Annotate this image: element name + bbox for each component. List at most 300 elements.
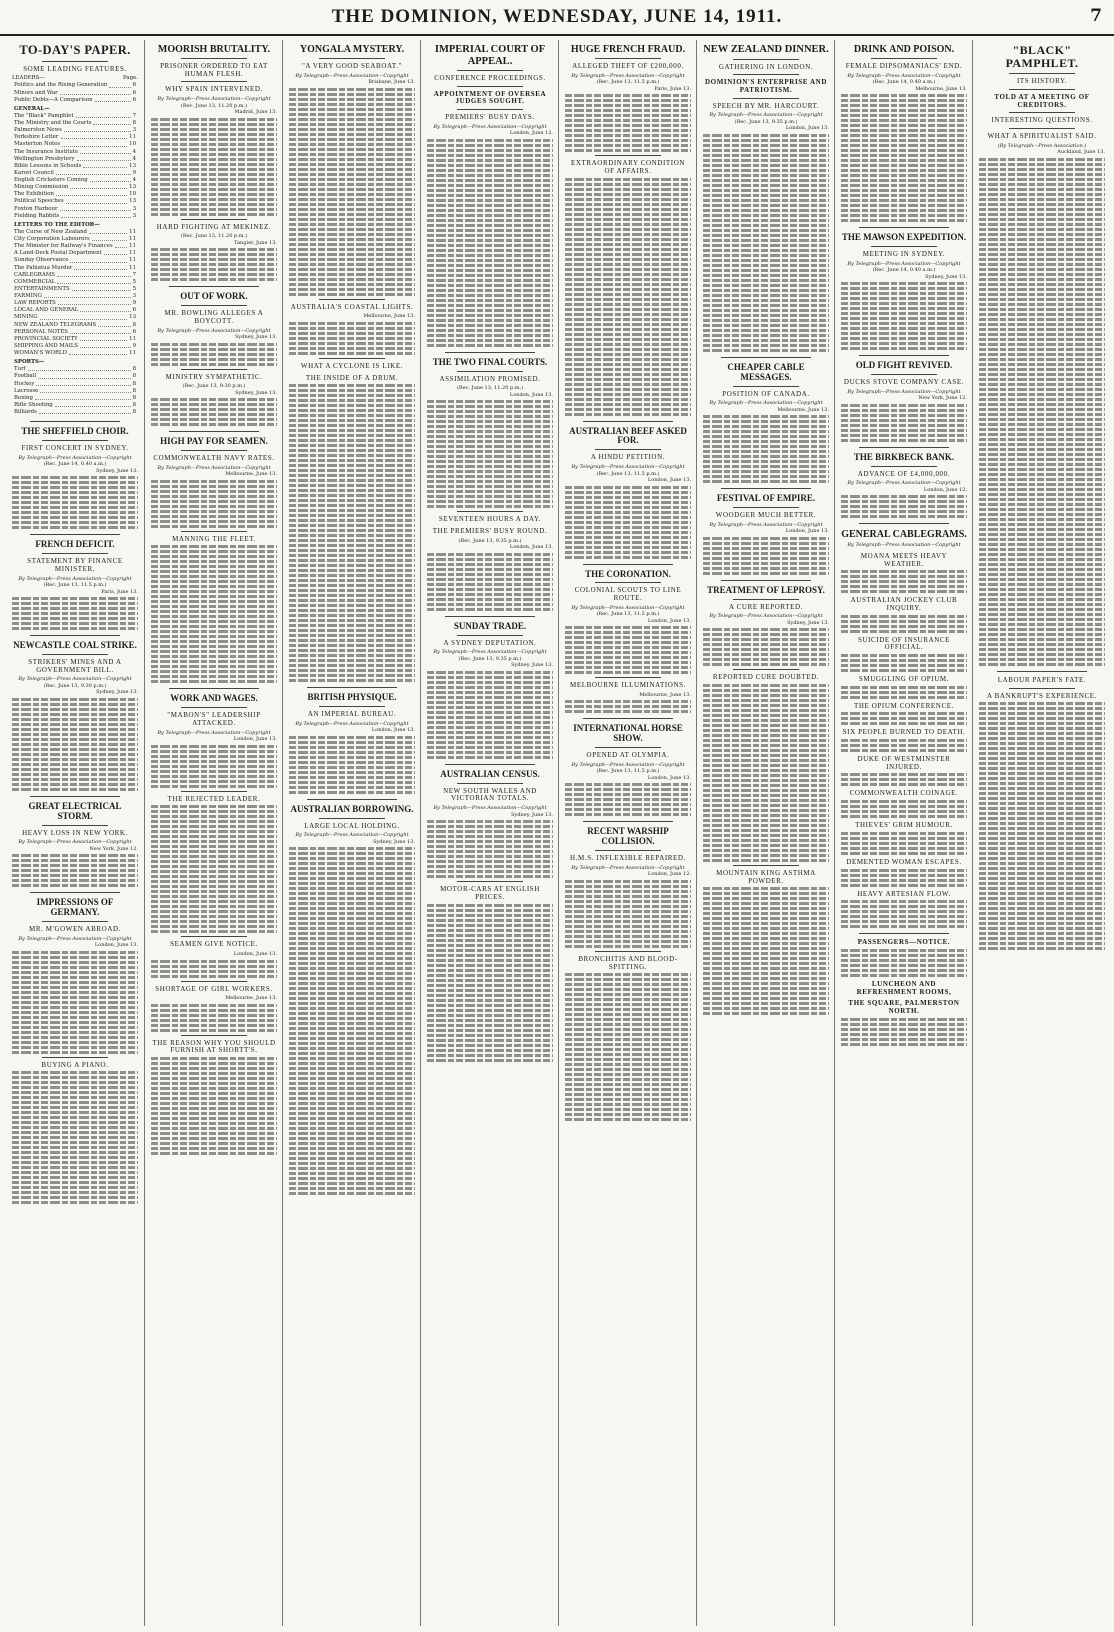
subheadline: ASSIMILATION PROMISED.: [439, 374, 541, 383]
toc-item[interactable]: Boxing 8: [14, 394, 136, 401]
article-text: [289, 736, 415, 794]
dateline: New York, June 12.: [89, 845, 138, 852]
byline: By Telegraph—Press Association—Copyright: [18, 676, 132, 683]
byline: By Telegraph—Press Association—Copyright: [157, 464, 271, 471]
column-6: [696, 40, 835, 1626]
subheadline: SMUGGLING OF OPIUM.: [858, 675, 950, 684]
headline: SUNDAY TRADE.: [453, 620, 527, 631]
dateline: London, June 13.: [647, 617, 691, 624]
article-text: [427, 139, 553, 347]
subheadline: INTERESTING QUESTIONS.: [991, 116, 1093, 125]
article-text: [841, 712, 967, 725]
dateline: Sydney, June 13.: [373, 838, 415, 845]
toc-page-label: Page.: [123, 75, 138, 82]
advert-text: [841, 949, 967, 977]
subheadline: ALLEGED THEFT OF £200,000.: [572, 62, 684, 70]
subheadline: LABOUR PAPER'S FATE.: [997, 675, 1087, 684]
subheadline: DOMINION'S ENTERPRISE AND PATRIOTISM.: [705, 78, 827, 94]
dateline: London, June 13.: [647, 774, 691, 781]
article-text: [841, 739, 967, 752]
dateline: Melbourne, June 13.: [225, 995, 277, 1002]
article-text: [841, 654, 967, 672]
subheadline: HEAVY ARTESIAN FLOW.: [857, 889, 951, 898]
article-text: [841, 495, 967, 518]
article-text: [703, 537, 829, 575]
subheadline: WHY SPAIN INTERVENED.: [165, 85, 263, 94]
article-text: [12, 476, 138, 529]
byline: By Telegraph—Press Association—Copyright: [433, 649, 547, 656]
subheadline: ADVANCE OF £4,000,000.: [857, 469, 951, 478]
article-text: [151, 1004, 277, 1032]
subheadline: WOODGER MUCH BETTER.: [715, 511, 817, 520]
article-text: [841, 773, 967, 786]
dateline: London, June 12.: [923, 486, 967, 493]
article-text: [841, 570, 967, 593]
article-text: [565, 626, 691, 674]
subheadline: MEETING IN SYDNEY.: [862, 250, 946, 259]
dateline: London, June 13.: [509, 544, 553, 551]
subheadline: MR. BOWLING ALLEGES A BOYCOTT.: [164, 309, 264, 325]
columns: [6, 40, 1110, 1626]
subheadline: GATHERING IN LONDON.: [718, 62, 814, 71]
headline: YONGALA MYSTERY.: [299, 44, 405, 55]
dateline: Sydney, June 13.: [96, 689, 138, 696]
subheadline: COMMONWEALTH COINAGE.: [849, 789, 959, 798]
dateline: Melbourne, June 13.: [777, 406, 829, 413]
toc-item[interactable]: The Curse of New Zealand 11: [14, 228, 136, 235]
article-text: [151, 398, 277, 426]
subheadline: COLONIAL SCOUTS TO LINE ROUTE.: [574, 586, 682, 603]
received-line: (Rec. June 13, 11.5 p.m.): [43, 582, 107, 589]
subheadline: MINISTRY SYMPATHETIC.: [165, 372, 263, 381]
dateline: London, June 13.: [785, 528, 829, 535]
toc-item[interactable]: Politics and the Rising Generation 6: [14, 82, 136, 89]
article-text: [151, 248, 277, 281]
toc-item[interactable]: Yorkshire Letter 11: [14, 134, 136, 141]
byline: By Telegraph—Press Association—Copyright: [571, 604, 685, 611]
headline: GENERAL CABLEGRAMS.: [841, 529, 967, 541]
headline: IMPERIAL COURT OF APPEAL.: [434, 44, 546, 67]
advert-heading: BRONCHITIS AND BLOOD-SPITTING.: [578, 954, 678, 971]
article-text: [841, 94, 967, 222]
byline: By Telegraph—Press Association—Copyright: [18, 454, 132, 461]
toc-item[interactable]: Foxton Harbour 3: [14, 205, 136, 212]
advert-text: [841, 1018, 967, 1046]
article-text: [12, 854, 138, 887]
dateline: Madrid, June 13.: [234, 109, 277, 116]
toc-item[interactable]: The Ministry and the Courts 8: [14, 120, 136, 127]
dateline: Paris, June 13.: [101, 588, 138, 595]
advert-heading: MOUNTAIN KING ASTHMA POWDER.: [716, 869, 816, 885]
article-text: [841, 800, 967, 818]
dateline: Tangier, June 13.: [234, 239, 277, 246]
article-text: [12, 951, 138, 1054]
column-7: [834, 40, 973, 1626]
toc-item[interactable]: The Minister for Railway's Finances 11: [14, 243, 136, 250]
dateline: Sydney, June 13.: [925, 273, 967, 280]
headline: OUT OF WORK.: [180, 291, 248, 302]
article-text: [151, 118, 277, 216]
subheadline: ITS HISTORY.: [1016, 77, 1068, 86]
byline: By Telegraph—Press Association—Copyright: [571, 72, 685, 79]
toc-item[interactable]: Sunday Observance 11: [14, 257, 136, 264]
headline: THE BIRKBECK BANK.: [853, 451, 955, 462]
toc-sports-label: SPORTS—: [14, 359, 45, 366]
subheadline: DUKE OF WESTMINSTER INJURED.: [857, 755, 951, 771]
subheadline: THE PREMIERS' BUSY ROUND.: [432, 527, 548, 536]
toc-item[interactable]: PROVINCIAL SOCIETY 11: [14, 335, 136, 342]
byline: By Telegraph—Press Association—Copyright: [847, 542, 961, 549]
dateline: Melbourne, June 13.: [225, 471, 277, 478]
column-1: [6, 40, 144, 1626]
headline: GREAT ELECTRICAL STORM.: [28, 800, 122, 821]
toc-item[interactable]: Public Debts—A Comparison 6: [14, 96, 136, 103]
article-text: [427, 400, 553, 508]
toc-item[interactable]: Fielding Rabbits 3: [14, 212, 136, 219]
toc-item[interactable]: Football 8: [14, 373, 136, 380]
article-text: [565, 880, 691, 948]
dateline: London, June 13.: [647, 477, 691, 484]
article-text: [289, 88, 415, 296]
column-3: [282, 40, 421, 1626]
toc-item[interactable]: CABLEGRAMS 7: [14, 271, 136, 278]
dateline: London, June 13.: [509, 391, 553, 398]
headline: TREATMENT OF LEPROSY.: [707, 584, 825, 595]
subheadline: STATEMENT BY FINANCE MINISTER.: [27, 557, 123, 573]
toc-item[interactable]: Palmerston News 3: [14, 127, 136, 134]
dateline: Paris, June 13.: [654, 85, 691, 92]
byline: By Telegraph—Press Association—Copyright: [157, 729, 271, 736]
headline: HUGE FRENCH FRAUD.: [570, 44, 686, 55]
article-text: [427, 553, 553, 611]
toc-item[interactable]: The Pahiatua Murder 11: [14, 264, 136, 271]
subheadline: THIEVES' GRIM HUMOUR.: [855, 821, 953, 830]
toc-item[interactable]: COMMERCIAL 5: [14, 278, 136, 285]
received-line: (Rec. June 14, 0.40 a.m.): [872, 79, 936, 86]
toc-item[interactable]: The Insurance Institute 4: [14, 148, 136, 155]
dateline: London, June 13.: [233, 736, 277, 743]
toc-item[interactable]: Karori Council 9: [14, 169, 136, 176]
byline: By Telegraph—Press Association—Copyright: [571, 464, 685, 471]
article-text: [151, 545, 277, 683]
article-text: [151, 745, 277, 788]
article-text: [841, 900, 967, 928]
toc-item[interactable]: Political Speeches 13: [14, 198, 136, 205]
byline: By Telegraph—Press Association—Copyright: [433, 123, 547, 130]
subheadline: "A VERY GOOD SEABOAT.": [301, 62, 403, 70]
subheadline: SUICIDE OF INSURANCE OFFICIAL.: [857, 635, 951, 652]
toc-item[interactable]: The "Black" Pamphlet 7: [14, 112, 136, 119]
byline: By Telegraph—Press Association—Copyright: [295, 832, 409, 839]
advert-heading: PASSENGERS—NOTICE.: [857, 938, 951, 947]
article-text: [841, 615, 967, 633]
subheadline: SPEECH BY MR. HARCOURT.: [712, 101, 820, 110]
masthead-title: THE DOMINION, WEDNESDAY, JUNE 14, 1911.: [331, 6, 783, 27]
toc-list: [12, 82, 138, 416]
dateline: London, June 13.: [233, 951, 277, 958]
dateline: London, June 13.: [785, 125, 829, 132]
headline: OLD FIGHT REVIVED.: [855, 360, 953, 371]
headline: INTERNATIONAL HORSE SHOW.: [573, 723, 683, 744]
article-text: [289, 847, 415, 1195]
byline: By Telegraph—Press Association—Copyright: [847, 72, 961, 79]
dateline: Sydney, June 13.: [511, 662, 553, 669]
headline: DRINK AND POISON.: [853, 44, 955, 55]
subheadline: APPOINTMENT OF OVERSEA JUDGES SOUGHT.: [433, 89, 547, 106]
subheadline: MR. M'GOWEN ABROAD.: [29, 925, 121, 934]
received-line: (Rec. June 13, 9.30 p.m.): [43, 682, 107, 689]
subheadline: CONFERENCE PROCEEDINGS.: [434, 74, 546, 83]
subheadline: A CURE REPORTED.: [729, 602, 803, 611]
toc-item[interactable]: Hockey 8: [14, 380, 136, 387]
article-text: [565, 486, 691, 559]
toc-leaders-label: LEADERS—: [12, 75, 45, 82]
article-text: [12, 597, 138, 630]
subheadline: PREMIERS' BUSY DAYS.: [445, 113, 535, 122]
byline: By Telegraph—Press Association—Copyright: [18, 935, 132, 942]
headline: AUSTRALIAN CENSUS.: [440, 768, 540, 779]
toc-item[interactable]: Wellington Presbytery 4: [14, 155, 136, 162]
advert-text: [12, 1071, 138, 1204]
dateline: Sydney, June 13.: [235, 334, 277, 341]
received-line: (Rec. June 13, 11.20 p.m.): [180, 233, 248, 240]
byline: By Telegraph—Press Association—Copyright: [433, 805, 547, 812]
toc-item[interactable]: Turf 8: [14, 366, 136, 373]
article-text: [979, 158, 1105, 666]
received-line: (Rec. June 13, 11.5 p.m.): [596, 611, 660, 618]
toc-heading: TO-DAY'S PAPER.: [19, 43, 131, 57]
advert-line: THE SQUARE, PALMERSTON NORTH.: [848, 999, 960, 1015]
toc-subheading: SOME LEADING FEATURES.: [23, 64, 127, 73]
subheadline: DEMENTED WOMAN ESCAPES.: [846, 857, 962, 866]
headline: NEW ZEALAND DINNER.: [703, 44, 829, 55]
headline: CHEAPER CABLE MESSAGES.: [727, 361, 805, 382]
subheadline: WHAT A SPIRITUALIST SAID.: [987, 132, 1097, 141]
article-text: [703, 415, 829, 483]
subheadline: THE OPIUM CONFERENCE.: [854, 701, 954, 710]
byline: By Telegraph—Press Association—Copyright: [709, 112, 823, 119]
advert-heading: MOTOR-CARS AT ENGLISH PRICES.: [440, 885, 540, 901]
subheadline: A BANKRUPT'S EXPERIENCE.: [987, 691, 1097, 700]
headline: WORK AND WAGES.: [170, 693, 258, 704]
subheadline: A HINDU PETITION.: [590, 453, 666, 462]
article-text: [151, 480, 277, 528]
headline: BRITISH PHYSIQUE.: [307, 692, 397, 703]
received-line: (Rec. June 13, 11.5 p.m.): [596, 79, 660, 86]
toc-item[interactable]: Minors and War 6: [14, 89, 136, 96]
subheadline: FEMALE DIPSOMANIACS' END.: [845, 62, 963, 70]
headline: THE SHEFFIELD CHOIR.: [21, 426, 129, 437]
article-text: [427, 820, 553, 878]
byline: By Telegraph—Press Association—Copyright: [847, 260, 961, 267]
subheadline: SIX PEOPLE BURNED TO DEATH.: [842, 728, 966, 737]
toc-letters-label: LETTERS TO THE EDITOR—: [14, 221, 100, 228]
toc-item[interactable]: MINING 13: [14, 314, 136, 321]
subheadline: H.M.S. INFLEXIBLE REPAIRED.: [570, 854, 686, 863]
subheadline: HARD FIGHTING AT MEKINEZ.: [156, 222, 272, 231]
advert-text: [427, 904, 553, 1062]
byline: By Telegraph—Press Association—Copyright: [18, 575, 132, 582]
subheadline: POSITION OF CANADA.: [722, 389, 810, 398]
headline: AUSTRALIAN BEEF ASKED FOR.: [569, 425, 687, 446]
toc-item[interactable]: Mining Commission 13: [14, 184, 136, 191]
toc-item[interactable]: PERSONAL NOTES 6: [14, 328, 136, 335]
article-text: [289, 322, 415, 355]
byline: By Telegraph—Press Association—Copyright: [709, 521, 823, 528]
byline: (By Telegraph—Press Association.): [997, 142, 1087, 149]
subheadline: THE REJECTED LEADER.: [167, 794, 261, 803]
dateline: London, June 12.: [509, 130, 553, 137]
subheadline: MANNING THE FLEET.: [172, 534, 256, 543]
headline: THE CORONATION.: [585, 568, 671, 579]
headline: RECENT WARSHIP COLLISION.: [587, 826, 669, 847]
subheadline: WHAT A CYCLONE IS LIKE.: [300, 361, 404, 370]
toc-item[interactable]: Lacrosse 8: [14, 387, 136, 394]
subheadline: A SYDNEY DEPUTATION.: [443, 638, 537, 647]
article-text: [565, 700, 691, 713]
byline: By Telegraph—Press Association—Copyright: [157, 96, 271, 103]
subheadline: MOANA MEETS HEAVY WEATHER.: [860, 551, 948, 568]
masthead: [0, 6, 1114, 36]
article-text: [841, 282, 967, 350]
received-line: (Rec. June 13, 9.35 p.m.): [734, 118, 798, 125]
subheadline: EXTRAORDINARY CONDITION OF AFFAIRS.: [570, 159, 686, 175]
dateline: Sydney, June 13.: [787, 619, 829, 626]
article-text: [289, 384, 415, 682]
subheadline: PRISONER ORDERED TO EAT HUMAN FLESH.: [160, 62, 268, 78]
byline: By Telegraph—Press Association—Copyright: [295, 720, 409, 727]
dateline: New York, June 12.: [918, 395, 967, 402]
subheadline: MELBOURNE ILLUMINATIONS.: [570, 681, 686, 690]
toc-item[interactable]: City Corporation Labourers 11: [14, 236, 136, 243]
article-text: [565, 94, 691, 152]
column-8: [972, 40, 1111, 1626]
toc-item[interactable]: English Cricketers Coming 4: [14, 177, 136, 184]
advert-text: [565, 973, 691, 1121]
column-2: [144, 40, 283, 1626]
subheadline: TOLD AT A MEETING OF CREDITORS.: [994, 93, 1090, 109]
headline: HIGH PAY FOR SEAMEN.: [160, 436, 268, 447]
received-line: (Rec. June 13, 9.35 p.m.): [458, 655, 522, 662]
toc-section-general: GENERAL—: [14, 105, 50, 112]
dateline: Sydney, June 13.: [235, 389, 277, 396]
subheadline: THE INSIDE OF A DRUM.: [305, 373, 399, 382]
article-text: [841, 404, 967, 442]
received-line: (Rec. June 13, 9.35 p.m.): [458, 537, 522, 544]
toc-item[interactable]: SHIPPING AND MAILS 9: [14, 342, 136, 349]
subheadline: LARGE LOCAL HOLDING.: [304, 821, 400, 830]
byline: By Telegraph—Press Association—Copyright: [709, 400, 823, 407]
subheadline: COMMONWEALTH NAVY RATES.: [153, 454, 275, 463]
article-text: [427, 671, 553, 759]
dateline: Auckland, June 13.: [1057, 149, 1105, 156]
dateline: Melbourne, June 13.: [915, 85, 967, 92]
article-text: [151, 343, 277, 366]
advert-text: [151, 1057, 277, 1155]
byline: By Telegraph—Press Association—Copyright: [571, 864, 685, 871]
article-text: [151, 805, 277, 933]
subheadline: DUCKS STOVE COMPANY CASE.: [843, 378, 965, 387]
dateline: London, June 12.: [647, 871, 691, 878]
article-text: [979, 702, 1105, 950]
article-text: [565, 178, 691, 416]
received-line: (Rec. June 14, 0.40 a.m.): [872, 267, 936, 274]
article-text: [703, 134, 829, 352]
headline: IMPRESSIONS OF GERMANY.: [36, 897, 114, 918]
subheadline: AUSTRALIA'S COASTAL LIGHTS.: [290, 302, 414, 311]
advert-heading: THE REASON WHY YOU SHOULD FURNISH AT SHORTT'S.: [152, 1038, 276, 1055]
article-text: [703, 628, 829, 666]
byline: By Telegraph—Press Association—Copyright: [847, 480, 961, 487]
byline: By Telegraph—Press Association—Copyright: [157, 327, 271, 334]
toc-item[interactable]: Bible Lessons in Schools 13: [14, 162, 136, 169]
toc-item[interactable]: LAW REPORTS 9: [14, 300, 136, 307]
toc-item[interactable]: FARMING 3: [14, 293, 136, 300]
column-4: [420, 40, 559, 1626]
advert-line: LUNCHEON AND REFRESHMENT ROOMS,: [856, 979, 952, 996]
subheadline: NEW SOUTH WALES AND VICTORIAN TOTALS.: [443, 786, 537, 803]
toc-item[interactable]: WOMAN'S WORLD 11: [14, 350, 136, 357]
article-text: [841, 686, 967, 699]
article-text: [703, 684, 829, 862]
received-line: (Rec. June 13, 11.20 p.m.): [180, 102, 248, 109]
toc-item[interactable]: The Exhibition 10: [14, 191, 136, 198]
byline: By Telegraph—Press Association—Copyright: [18, 839, 132, 846]
dateline: London, June 13.: [371, 727, 415, 734]
headline: "BLACK" PAMPHLET.: [1005, 43, 1079, 71]
headline: THE MAWSON EXPEDITION.: [841, 232, 967, 243]
toc-item[interactable]: ENTERTAINMENTS 5: [14, 285, 136, 292]
headline: AUSTRALIAN BORROWING.: [290, 803, 414, 814]
toc-item[interactable]: A Land-Deck Postal Department 11: [14, 250, 136, 257]
received-line: (Rec. June 14, 0.40 a.m.): [43, 461, 107, 468]
article-text: [841, 869, 967, 887]
byline: By Telegraph—Press Association—Copyright: [571, 761, 685, 768]
subheadline: HEAVY LOSS IN NEW YORK.: [22, 828, 128, 837]
subheadline: AUSTRALIAN JOCKEY CLUB INQUIRY.: [850, 596, 958, 612]
toc-item[interactable]: Rifle Shooting 8: [14, 401, 136, 408]
dateline: Melbourne, June 13.: [363, 313, 415, 320]
subheadline: SEVENTEEN HOURS A DAY.: [438, 515, 542, 524]
article-text: [841, 832, 967, 855]
subheadline: REPORTED CURE DOUBTED.: [712, 673, 820, 682]
toc-item[interactable]: Billiards 8: [14, 409, 136, 416]
headline: NEWCASTLE COAL STRIKE.: [13, 640, 137, 651]
advert-heading: BUYING A PIANO.: [41, 1060, 109, 1069]
headline: FRENCH DEFICIT.: [35, 539, 115, 550]
received-line: (Rec. June 13, 11.5 p.m.): [596, 768, 660, 775]
article-text: [565, 783, 691, 816]
toc-item[interactable]: LOCAL AND GENERAL 6: [14, 307, 136, 314]
dateline: London, June 13.: [94, 942, 138, 949]
subheadline: OPENED AT OLYMPIA.: [586, 751, 670, 760]
subheadline: SHORTAGE OF GIRL WORKERS.: [155, 984, 273, 993]
dateline: Sydney, June 13.: [511, 811, 553, 818]
received-line: (Rec. June 13, 9.30 p.m.): [182, 383, 246, 390]
byline: By Telegraph—Press Association—Copyright: [847, 388, 961, 395]
article-text: [12, 698, 138, 791]
received-line: (Rec. June 13, 11.5 p.m.): [596, 470, 660, 477]
headline: THE TWO FINAL COURTS.: [432, 356, 548, 367]
toc-item[interactable]: Masterton Notes 10: [14, 141, 136, 148]
byline: By Telegraph—Press Association—Copyright: [709, 613, 823, 620]
toc-item[interactable]: NEW ZEALAND TELEGRAMS 8: [14, 321, 136, 328]
subheadline: AN IMPERIAL BUREAU.: [307, 710, 397, 719]
page-number: 7: [1090, 6, 1102, 26]
received-line: (Rec. June 13, 11.20 p.m.): [456, 385, 524, 392]
article-text: [151, 960, 277, 978]
dateline: Melbourne, June 13.: [639, 691, 691, 698]
